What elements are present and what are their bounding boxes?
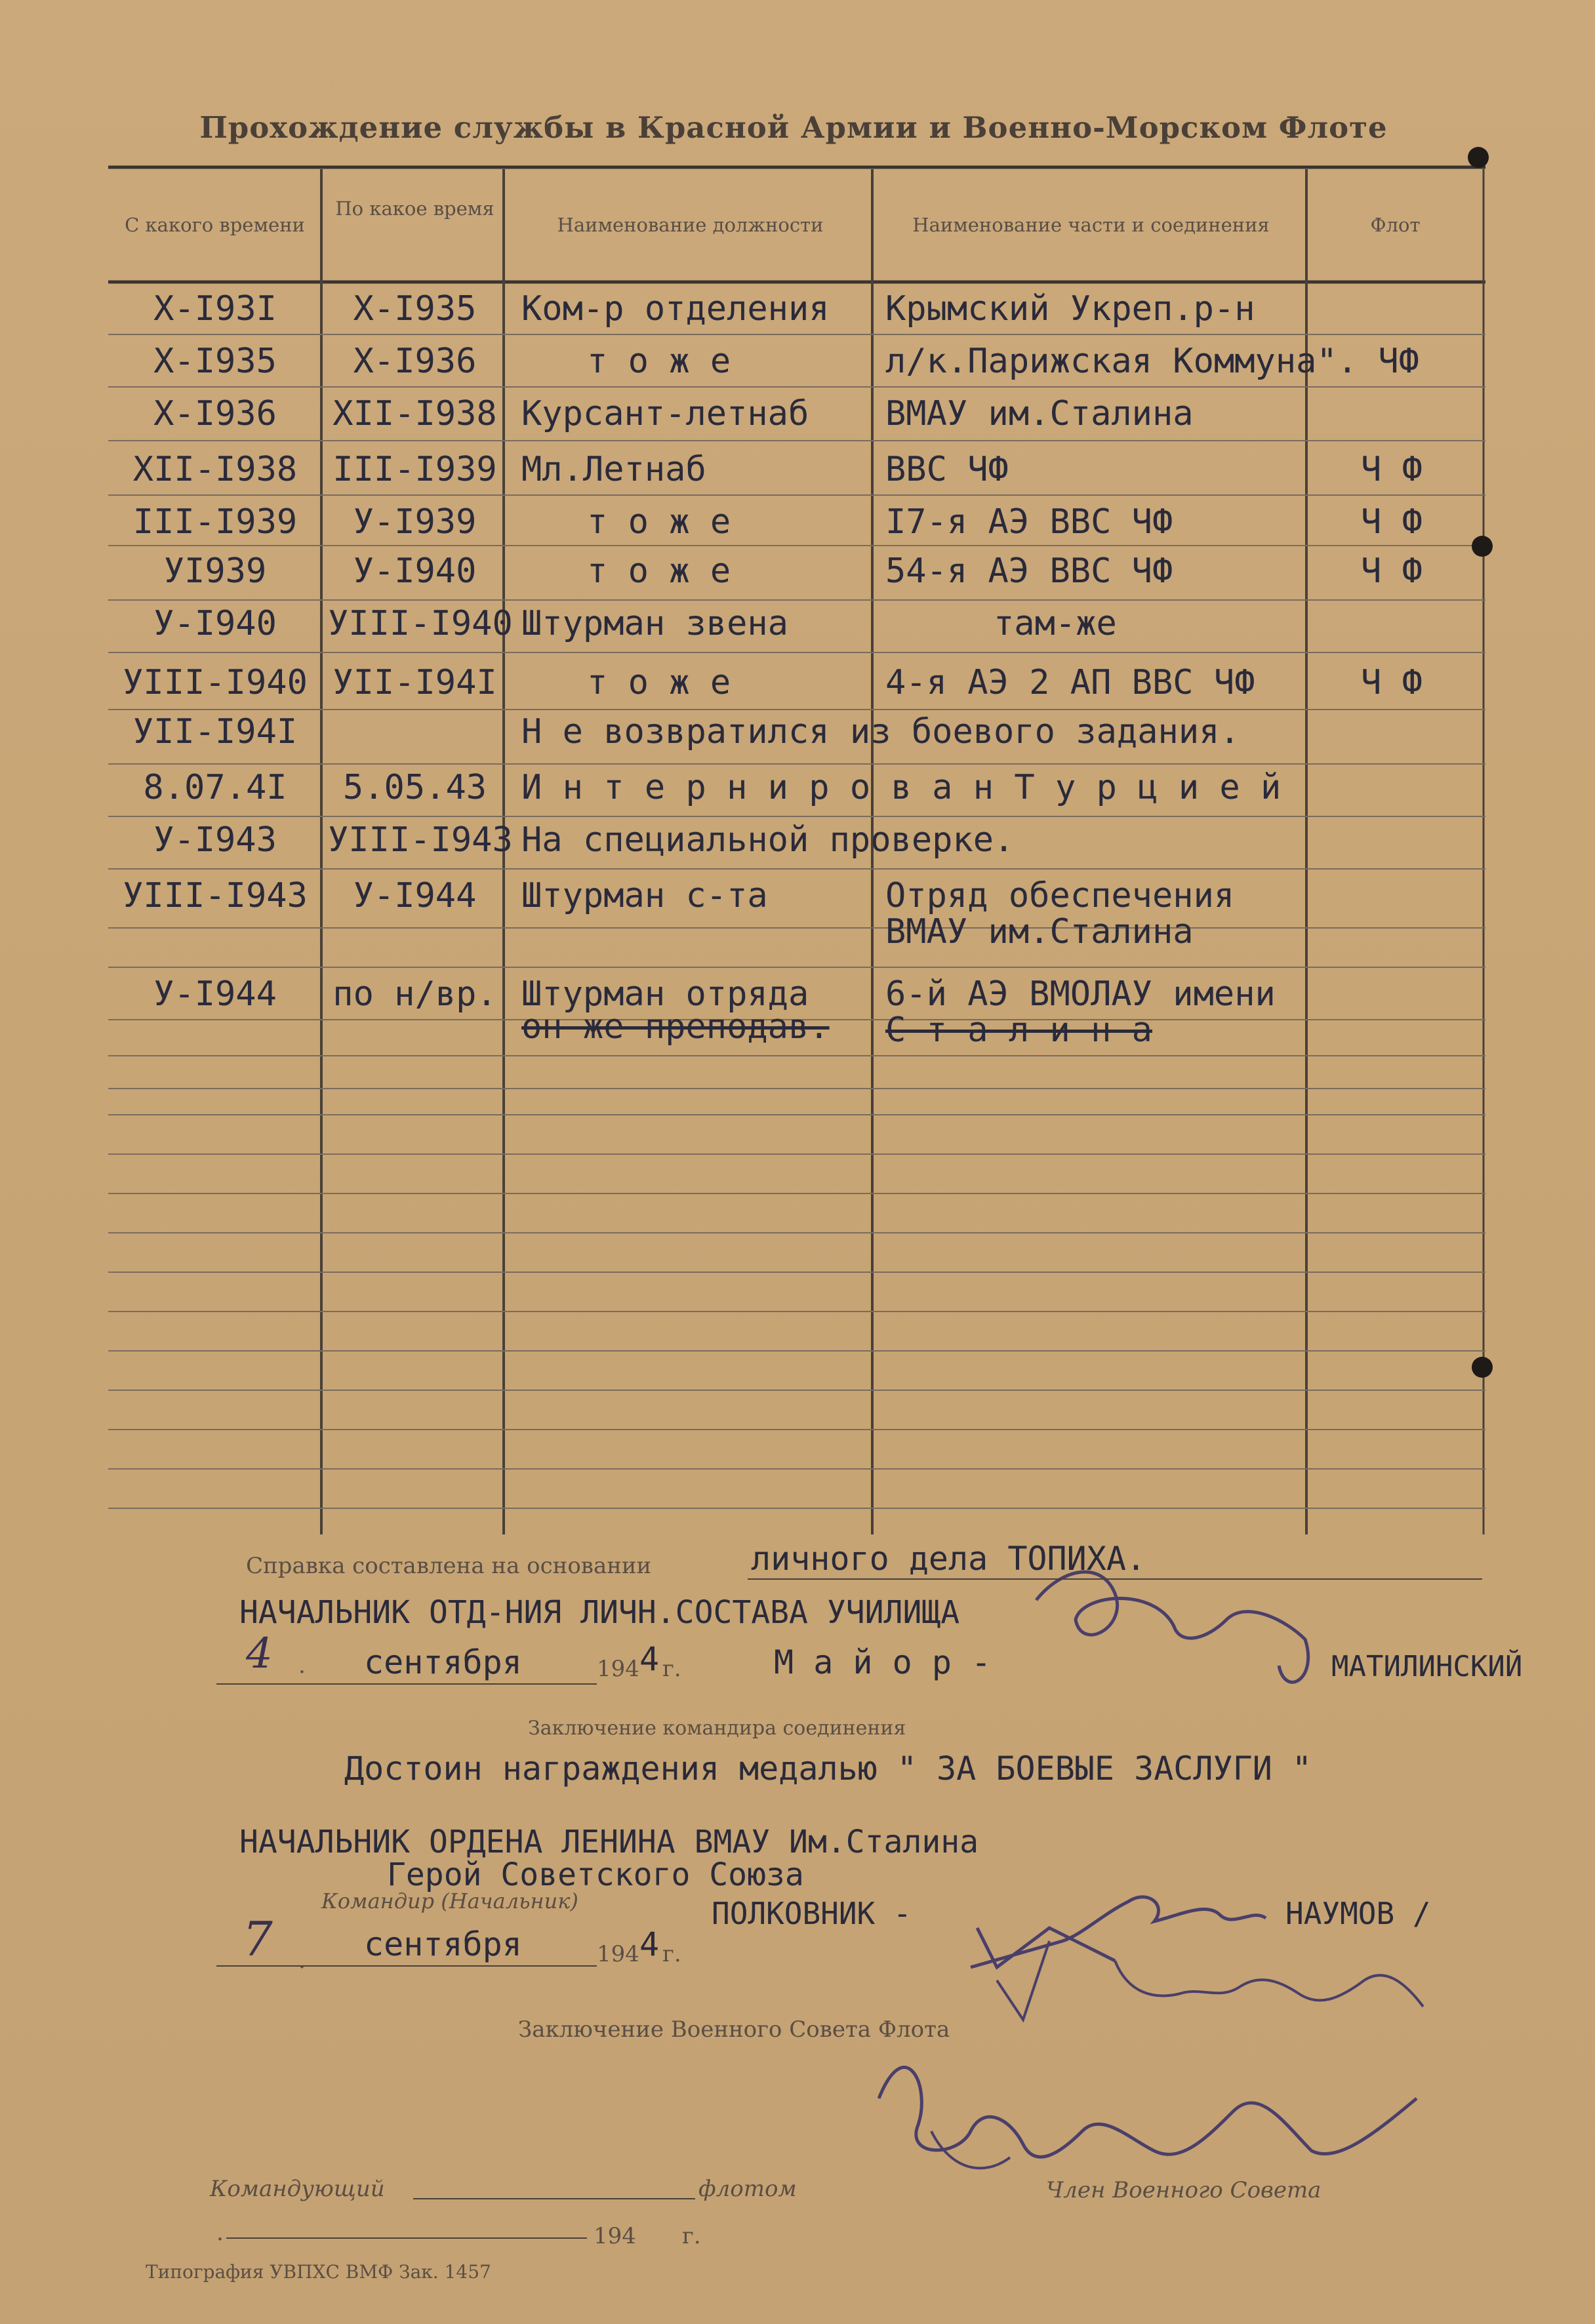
- row-fleet: Ч Ф: [1361, 551, 1423, 591]
- chief2-line2: Герой Советского Союза: [387, 1856, 804, 1893]
- date3-g: г.: [682, 2223, 701, 2249]
- row-to-date: III-I939: [333, 450, 497, 489]
- row-unit: там-же: [994, 604, 1117, 643]
- signature-council: [879, 2068, 1417, 2157]
- chief-section-line: НАЧАЛЬНИК ОТД-НИЯ ЛИЧН.СОСТАВА УЧИЛИЩА: [239, 1594, 960, 1631]
- row-to-date: 5.05.43: [342, 768, 487, 807]
- row-position: На специальной проверке.: [521, 820, 1015, 860]
- row-to-date: УIII-I940: [328, 604, 513, 643]
- date1-day: 4: [246, 1630, 273, 1678]
- row-from-date: X-I936: [153, 394, 277, 433]
- row-position: Штурман отряда: [521, 974, 809, 1014]
- row-from-date: У-I940: [153, 604, 277, 643]
- row-position: Ком-р отделения: [521, 289, 830, 329]
- row-from-date: XII-I938: [132, 450, 298, 489]
- signature-naumov: [971, 1897, 1266, 1967]
- row-to-date: по н/вр.: [333, 974, 497, 1014]
- date1-g: г.: [662, 1656, 681, 1682]
- column-header-to: По какое время: [335, 197, 495, 220]
- row-from-date: УIII-I943: [123, 876, 308, 915]
- row-position: И н т е р н и р о в а н Т у р ц и е й: [521, 768, 1282, 807]
- row-from-date: У-I943: [153, 820, 277, 860]
- row-unit: Отряд обеспечения: [885, 876, 1235, 915]
- row-unit: 54-я АЭ ВВС ЧФ: [885, 551, 1173, 591]
- date2-month: сентября: [364, 1925, 522, 1963]
- row-from-date: X-I93I: [153, 289, 277, 329]
- column-header-fleet: Флот: [1370, 214, 1421, 236]
- row-unit-line2: ВМАУ им.Сталина: [885, 912, 1194, 952]
- row-position: Штурман с-та: [521, 876, 768, 915]
- row-to-date: УIII-I943: [328, 820, 513, 860]
- row-unit: л/к.Парижская Коммуна". ЧФ: [885, 342, 1419, 381]
- row-position: Штурман звена: [521, 604, 788, 643]
- row-to-date: X-I936: [353, 342, 477, 381]
- colonel-label: ПОЛКОВНИК -: [712, 1896, 912, 1931]
- chief2-line: НАЧАЛЬНИК ОРДЕНА ЛЕНИНА ВМАУ Им.Сталина: [239, 1824, 979, 1860]
- column-header-unit: Наименование части и соединения: [912, 214, 1270, 236]
- row-to-date: У-I944: [353, 876, 477, 915]
- row-to-date: XII-I938: [333, 394, 497, 433]
- fleet-word: флотом: [698, 2176, 797, 2202]
- row-position: т о ж е: [587, 551, 731, 591]
- row-position-line2: он же преподав.: [521, 1007, 830, 1047]
- council-label: Заключение Военного Совета Флота: [518, 2016, 950, 2043]
- date1-month: сентября: [364, 1643, 522, 1681]
- row-unit: Крымский Укреп.р-н: [885, 289, 1255, 329]
- conclusion-cmd-value: Достоин награждения медалью " ЗА БОЕВЫЕ ЗАСЛУГИ ": [344, 1750, 1312, 1788]
- row-position: Курсант-летнаб: [521, 394, 809, 433]
- row-unit: 4-я АЭ 2 АП ВВС ЧФ: [885, 663, 1255, 702]
- row-position: Мл.Летнаб: [521, 450, 706, 489]
- council-member-label: Член Военного Совета: [1046, 2177, 1322, 2203]
- date1-year-prefix: 194: [597, 1656, 639, 1682]
- basis-label: Справка составлена на основании: [246, 1553, 652, 1579]
- row-fleet: Ч Ф: [1361, 663, 1423, 702]
- row-unit: 6-й АЭ ВМОЛАУ имени: [885, 974, 1276, 1014]
- row-from-date: УIII-I940: [123, 663, 308, 702]
- signature-matilinsky: [1036, 1572, 1308, 1682]
- date2-g: г.: [662, 1941, 681, 1967]
- row-unit-line2: С т а л и н а: [885, 1011, 1152, 1050]
- major-name: МАТИЛИНСКИЙ: [1331, 1650, 1523, 1683]
- commander-fleet-label: Командующий: [210, 2176, 385, 2202]
- page-heading: Прохождение службы в Красной Армии и Военно-Морском Флоте: [199, 110, 1388, 145]
- document-page: Прохождение службы в Красной Армии и Военно-Морском Флоте С какого времени По какое время Наименование должности Наименование части и соединения Флот X-I93I X-I935 Ком-р отделения Крымский Укреп.р-н X-I935 X-I936 т о ж е л/к.Парижская Коммуна". ЧФ X-I936 XII-I938 Курсант-летнаб ВМАУ им.Сталина XII-I938 III-I939 Мл.Летнаб ВВС ЧФ Ч Ф III-I939 У-I939 т о ж е I7-я АЭ ВВС ЧФ Ч Ф УI939 У-I940 т о ж е 54-я АЭ ВВС ЧФ Ч Ф У-I940 УIII-I940 Штурман звена там-же УIII-I940 УII-I94I т о ж е 4-я АЭ 2 АП ВВС ЧФ Ч Ф УII-I94I Н е возвратился из боевого задания. 8.07.4I 5.05.43 И н т е р н и р о в а н Т у р ц и е й У-I943 УIII-I943 На специальной проверке. УIII-I943 У-I944 Штурман с-та Отряд обеспечения ВМАУ им.Сталина У-I944 по н/вр. Штурман отряда 6-й АЭ ВМОЛАУ имени он же преподав. С т а л и н а Справка составлена на основании личного дела ТОПИХА. НАЧАЛЬНИК ОТД-НИЯ ЛИЧН.СОСТАВА УЧИЛИЩА 4 . сентября 194 4 г. М а й о р - МАТИЛИНСКИЙ Заключение командира соединения Достоин награждения медалью " ЗА БОЕВЫЕ ЗАСЛУГИ " НАЧАЛЬНИК ОРДЕНА ЛЕНИНА ВМАУ Им.Сталина Герой Советского Союза Командир (Начальник) ПОЛКОВНИК - НАУМОВ / 7 . сентября 194 4 г. Заключение Военного Совета Флота Командующий флотом Член Военного Совета . 194 г. Типография УВПХС ВМФ Зак. 1457: [0, 0, 1595, 2324]
- row-position: т о ж е: [587, 663, 731, 702]
- row-from-date: УI939: [163, 551, 267, 591]
- row-fleet: Ч Ф: [1361, 502, 1423, 542]
- date3-year: 194: [594, 2223, 636, 2249]
- conclusion-cmd-label: Заключение командира соединения: [528, 1717, 906, 1740]
- basis-value: личного дела ТОПИХА.: [751, 1540, 1146, 1578]
- row-from-date: УII-I94I: [132, 712, 298, 751]
- row-position: т о ж е: [587, 342, 731, 381]
- row-position: Н е возвратился из боевого задания.: [521, 712, 1240, 751]
- date1-year-suffix: 4: [639, 1640, 660, 1678]
- major-label: М а й о р -: [774, 1643, 992, 1681]
- colonel-name: НАУМОВ /: [1285, 1896, 1431, 1931]
- row-unit: ВМАУ им.Сталина: [885, 394, 1194, 433]
- row-to-date: У-I940: [353, 551, 477, 591]
- date2-year-prefix: 194: [597, 1941, 639, 1967]
- row-unit: ВВС ЧФ: [885, 450, 1009, 489]
- row-position: т о ж е: [587, 502, 731, 542]
- row-from-date: X-I935: [153, 342, 277, 381]
- column-header-position: Наименование должности: [557, 214, 824, 236]
- commander-label: Командир (Начальник): [321, 1889, 578, 1913]
- row-unit: I7-я АЭ ВВС ЧФ: [885, 502, 1173, 542]
- row-from-date: У-I944: [153, 974, 277, 1014]
- printer-note: Типография УВПХС ВМФ Зак. 1457: [146, 2261, 491, 2283]
- date2-year-suffix: 4: [639, 1925, 660, 1963]
- column-header-from: С какого времени: [125, 214, 305, 236]
- row-to-date: УII-I94I: [333, 663, 497, 702]
- row-from-date: 8.07.4I: [143, 768, 287, 807]
- row-from-date: III-I939: [132, 502, 298, 542]
- date2-day: 7: [243, 1912, 273, 1967]
- row-to-date: У-I939: [353, 502, 477, 542]
- row-to-date: X-I935: [353, 289, 477, 329]
- row-fleet: Ч Ф: [1361, 450, 1423, 489]
